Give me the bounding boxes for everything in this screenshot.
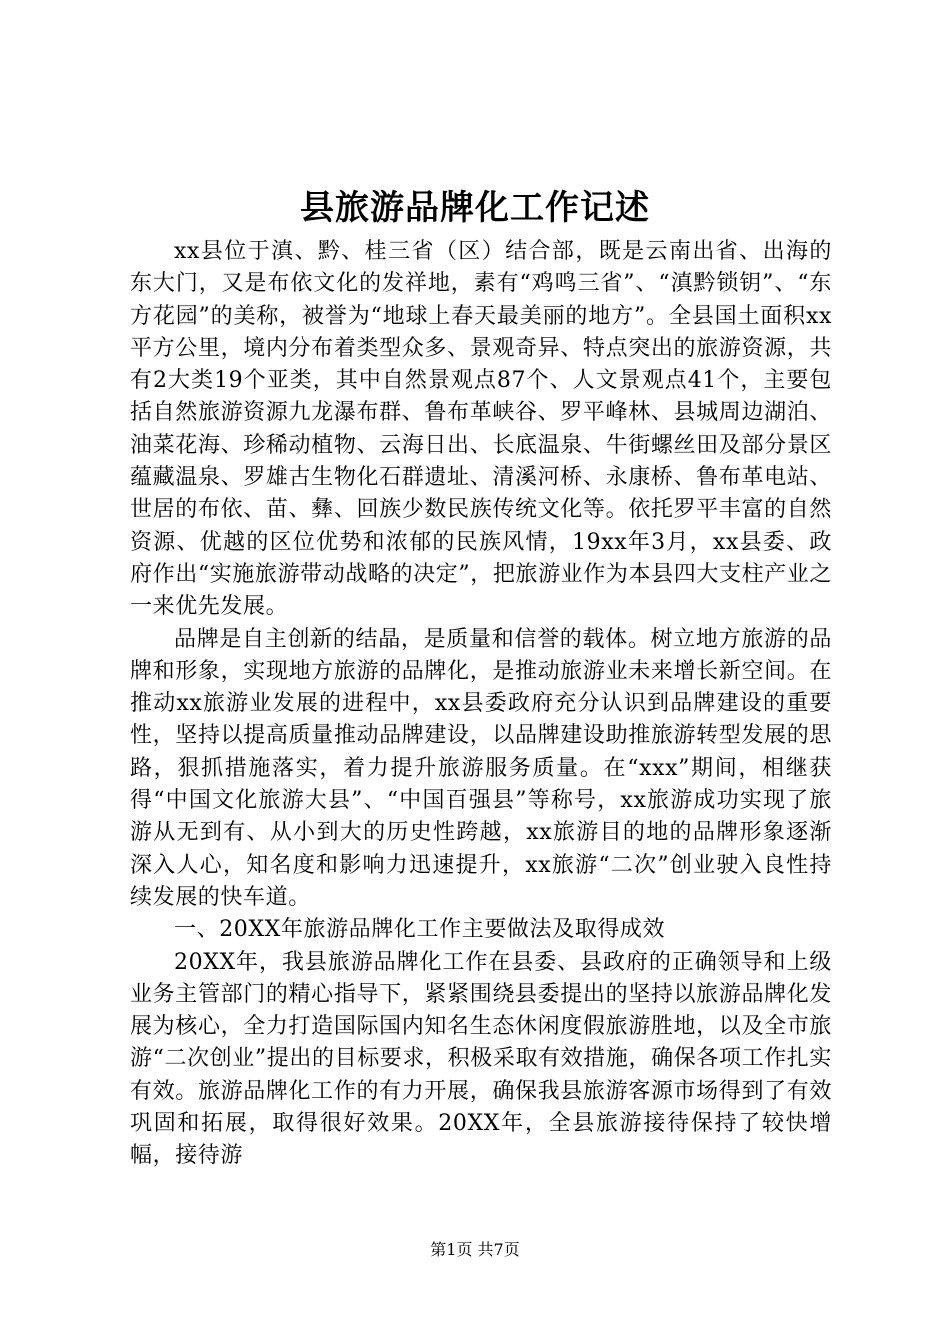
paragraph-measures: 20XX年，我县旅游品牌化工作在县委、县政府的正确领导和上级业务主管部门的精心指导下，紧紧围绕县委提出的坚持以旅游品牌化发展为核心，全力打造国际国内知名生态休闲度假旅游胜地，以及全市旅游“二次创业”提出的目标要求，积极采取有效措施，确保各项工作扎实有效。旅游品牌化工作的有力开展，确保我县旅游客源市场得到了有效巩固和拓展，取得很好效果。20XX年，全县旅游接待保持了较快增幅，接待游 [130,949,832,1169]
document-body [130,236,832,1173]
paragraph-intro: xx县位于滇、黔、桂三省（区）结合部，既是云南出省、出海的东大门，又是布依文化的发祥地，素有“鸡鸣三省”、“滇黔锁钥”、“东方花园”的美称，被誉为“地球上春天最美丽的地方”。全县国土面积xx平方公里，境内分布着类型众多、景观奇异、特点突出的旅游资源，共有2大类19个亚类，其中自然景观点87个、人文景观点41个，主要包括自然旅游资源九龙瀑布群、鲁布革峡谷、罗平峰林、县城周边湖泊、油菜花海、珍稀动植物、云海日出、长底温泉、牛街螺丝田及部分景区蕴藏温泉、罗雄古生物化石群遗址、清溪河桥、永康桥、鲁布革电站、世居的布依、苗、彝、回族少数民族传统文化等。依托罗平丰富的自然资源、优越的区位优势和浓郁的民族风情，19xx年3月，xx县委、政府作出“实施旅游带动战略的决定”，把旅游业作为本县四大支柱产业之一来优先发展。 [130,239,832,620]
section-heading: 一、20XX年旅游品牌化工作主要做法及取得成效 [174,917,666,943]
paragraph-brand: 品牌是自主创新的结晶，是质量和信誉的载体。树立地方旅游的品牌和形象，实现地方旅游的品牌化，是推动旅游业未来增长新空间。在推动xx旅游业发展的进程中，xx县委政府充分认识到品牌建设的重要性，坚持以提高质量推动品牌建设，以品牌建设助推旅游转型发展的思路，狠抓措施落实，着力提升旅游服务质量。在“xxx”期间，相继获得“中国文化旅游大县”、“中国百强县”等称号，xx旅游成功实现了旅游从无到有、从小到大的历史性跨越，xx旅游目的地的品牌形象逐渐深入人心，知名度和影响力迅速提升，xx旅游“二次”创业驶入良性持续发展的快车道。 [130,626,832,910]
page-number-footer: 第1页 共7页 [430,1240,520,1259]
document-title: 县旅游品牌化工作记述 [300,188,650,228]
